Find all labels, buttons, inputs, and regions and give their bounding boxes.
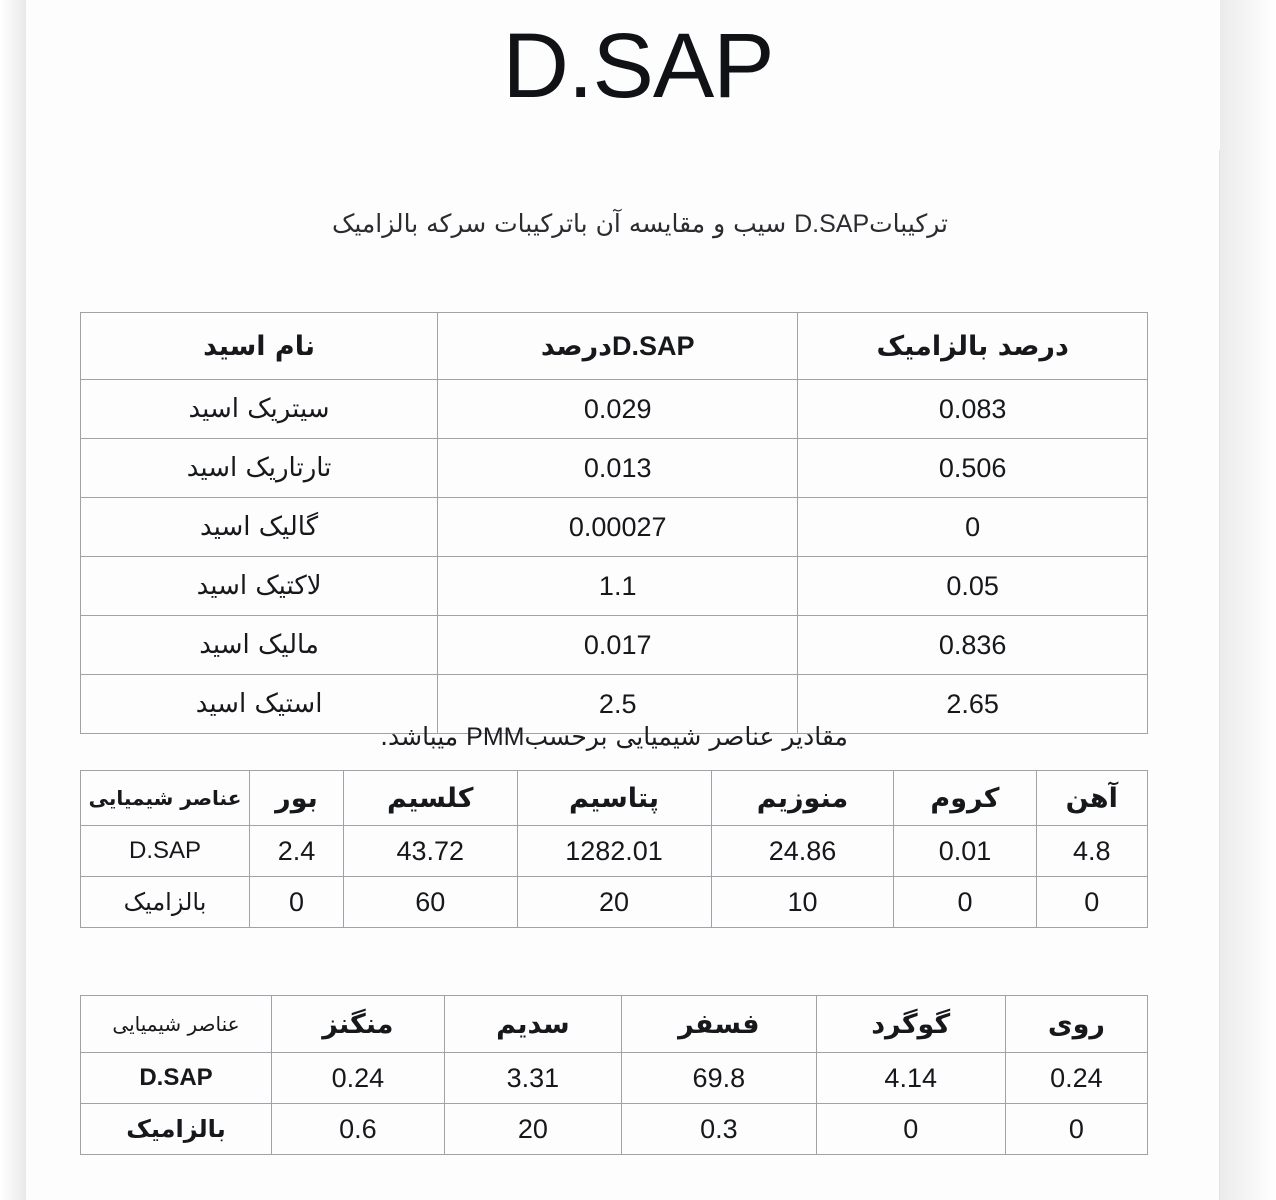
header-phosphorus: فسفر	[622, 996, 816, 1053]
page-edge-left	[0, 0, 26, 1200]
cell-phosphorus: 0.3	[622, 1104, 816, 1155]
subtitle-after: سیب و مقایسه آن باترکیبات سرکه بالزامیک	[331, 209, 795, 238]
cell-balsamic: 0.506	[798, 439, 1148, 498]
cell-zinc: 0	[1005, 1104, 1147, 1155]
table-row	[81, 877, 1148, 928]
cell-acid-name: لاکتیک اسید	[81, 557, 438, 616]
header-corner-label: عناصر شیمیایی	[81, 771, 250, 826]
header-dsap-brand: D.SAP	[611, 330, 695, 361]
cell-magnesium: 24.86	[711, 826, 894, 877]
subtitle-before: ترکیبات	[869, 209, 949, 238]
table-row	[81, 1104, 1148, 1155]
cell-balsamic: 0.836	[798, 616, 1148, 675]
header-iron: آهن	[1036, 771, 1148, 826]
header-balsamic-percent: درصد بالزامیک	[798, 313, 1148, 380]
minerals-table-a	[80, 770, 1148, 928]
header-manganese: منگنز	[272, 996, 445, 1053]
page-fold-line	[1219, 150, 1220, 1200]
cell-sulfur: 4.14	[816, 1053, 1005, 1104]
header-magnesium: منوزیم	[711, 771, 894, 826]
cell-calcium: 60	[343, 877, 517, 928]
header-sulfur: گوگرد	[816, 996, 1005, 1053]
cell-balsamic: 0	[798, 498, 1148, 557]
page-title: D.SAP	[502, 15, 774, 117]
cell-dsap: 0.029	[438, 380, 798, 439]
cell-magnesium: 10	[711, 877, 894, 928]
subtitle-brand: D.SAP	[794, 210, 870, 238]
row-label-balsamic: بالزامیک	[81, 1104, 272, 1155]
cell-acid-name: گالیک اسید	[81, 498, 438, 557]
cell-balsamic: 0.05	[798, 557, 1148, 616]
table-row	[81, 557, 1148, 616]
header-dsap-percent	[438, 313, 798, 380]
page-subtitle	[240, 205, 1040, 244]
header-corner-label: عناصر شیمیایی	[81, 996, 272, 1053]
cell-chromium: 0.01	[894, 826, 1036, 877]
table-row	[81, 826, 1148, 877]
header-sodium: سدیم	[444, 996, 621, 1053]
table-row	[81, 498, 1148, 557]
header-boron: بور	[250, 771, 344, 826]
cell-sodium: 20	[444, 1104, 621, 1155]
row-label-dsap: D.SAP	[81, 826, 250, 877]
acids-table	[80, 312, 1148, 734]
row-label-balsamic: بالزامیک	[81, 877, 250, 928]
header-potassium: پتاسیم	[517, 771, 711, 826]
cell-acid-name: استیک اسید	[81, 675, 438, 734]
table-row	[81, 1053, 1148, 1104]
cell-sulfur: 0	[816, 1104, 1005, 1155]
header-acid-name: نام اسید	[81, 313, 438, 380]
cell-chromium: 0	[894, 877, 1036, 928]
cell-dsap: 1.1	[438, 557, 798, 616]
page-edge-right	[1220, 0, 1276, 1200]
note-after: میباشد.	[380, 722, 467, 751]
table-row	[81, 616, 1148, 675]
cell-acid-name: سیتریک اسید	[81, 380, 438, 439]
table-row	[81, 380, 1148, 439]
table-header-row	[81, 771, 1148, 826]
table-row	[81, 439, 1148, 498]
cell-dsap: 0.013	[438, 439, 798, 498]
cell-dsap: 0.017	[438, 616, 798, 675]
cell-manganese: 0.6	[272, 1104, 445, 1155]
cell-balsamic: 0.083	[798, 380, 1148, 439]
header-zinc: روی	[1005, 996, 1147, 1053]
note-unit: PMM	[466, 723, 525, 751]
header-chromium: کروم	[894, 771, 1036, 826]
units-note	[80, 722, 1148, 752]
cell-boron: 2.4	[250, 826, 344, 877]
cell-sodium: 3.31	[444, 1053, 621, 1104]
cell-boron: 0	[250, 877, 344, 928]
cell-manganese: 0.24	[272, 1053, 445, 1104]
table-header-row	[81, 313, 1148, 380]
cell-balsamic: 2.65	[798, 675, 1148, 734]
note-before: مقادیر عناصر شیمیایی برحسب	[524, 722, 848, 751]
header-calcium: کلسیم	[343, 771, 517, 826]
cell-dsap: 2.5	[438, 675, 798, 734]
cell-zinc: 0.24	[1005, 1053, 1147, 1104]
cell-phosphorus: 69.8	[622, 1053, 816, 1104]
cell-acid-name: تارتاریک اسید	[81, 439, 438, 498]
cell-calcium: 43.72	[343, 826, 517, 877]
cell-iron: 0	[1036, 877, 1148, 928]
cell-dsap: 0.00027	[438, 498, 798, 557]
table-header-row	[81, 996, 1148, 1053]
row-label-dsap: D.SAP	[81, 1053, 272, 1104]
cell-acid-name: مالیک اسید	[81, 616, 438, 675]
minerals-table-b	[80, 995, 1148, 1155]
cell-potassium: 20	[517, 877, 711, 928]
header-dsap-word: درصد	[540, 330, 612, 362]
cell-iron: 4.8	[1036, 826, 1148, 877]
cell-potassium: 1282.01	[517, 826, 711, 877]
